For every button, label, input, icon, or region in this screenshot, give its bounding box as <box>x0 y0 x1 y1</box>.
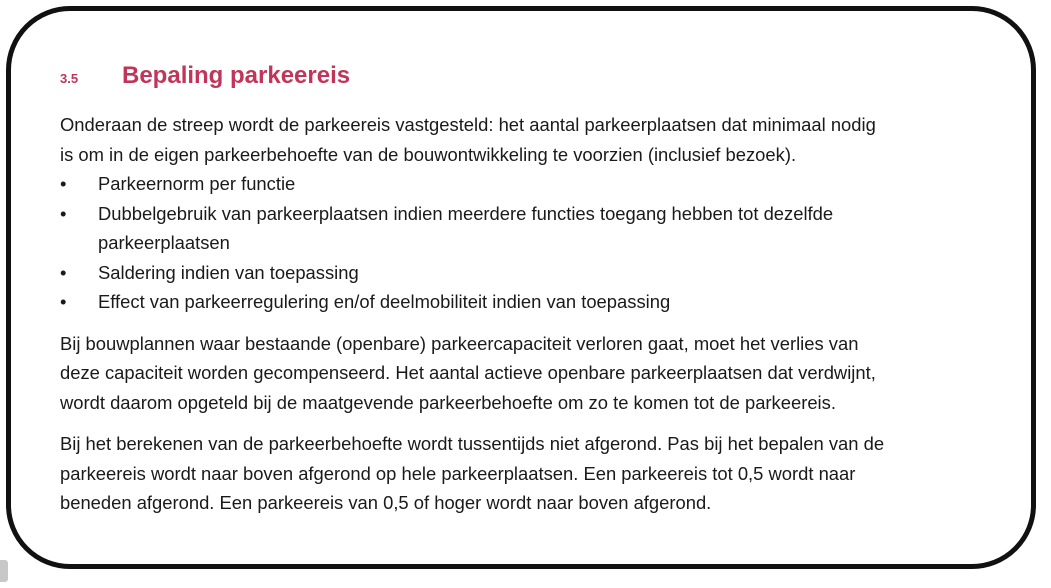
section-title: Bepaling parkeereis <box>122 62 351 89</box>
section-number: 3.5 <box>60 71 79 86</box>
bullet-text-continuation: parkeerplaatsen <box>98 232 230 253</box>
section-body <box>60 110 1020 518</box>
bullet-dot: • <box>60 202 67 224</box>
paragraph-line: wordt daarom opgeteld bij de maatgevende parkeerbehoefte om zo te komen tot de parkeereis. <box>60 391 836 413</box>
paragraph-line: beneden afgerond. Een parkeereis van 0,5 of hoger wordt naar boven afgerond. <box>60 492 712 513</box>
bullet-text: Parkeernorm per functie <box>98 173 296 194</box>
paragraph-line: deze capaciteit worden gecompenseerd. Het aantal actieve openbare parkeerplaatsen dat verdwijnt, <box>60 362 876 383</box>
bullet-text: Effect van parkeerregulering en/of deelmobiliteit indien van toepassing <box>98 291 671 312</box>
paragraph-line: Bij het berekenen van de parkeerbehoefte wordt tussentijds niet afgerond. Pas bij het bepalen van de <box>60 433 885 454</box>
bullet-item <box>60 258 1020 288</box>
bullet-list <box>60 169 1020 317</box>
paragraph-line: parkeereis wordt naar boven afgerond op hele parkeerplaatsen. Een parkeereis tot 0,5 wordt naar <box>60 462 856 484</box>
bullet-dot: • <box>60 261 67 283</box>
bullet-text: Saldering indien van toepassing <box>98 261 359 283</box>
intro-line: Onderaan de streep wordt de parkeereis vastgesteld: het aantal parkeerplaatsen dat minimaal nodig <box>60 114 876 135</box>
paragraph-spacer <box>60 417 1020 429</box>
bullet-text: Dubbelgebruik van parkeerplaatsen indien meerdere functies toegang hebben tot dezelfde <box>98 202 834 224</box>
intro-line: is om in de eigen parkeerbehoefte van de bouwontwikkeling te voorzien (inclusief bezoek). <box>60 143 797 165</box>
section-heading <box>60 62 350 90</box>
bullet-dot: • <box>60 291 67 312</box>
bullet-item <box>60 199 1020 258</box>
paragraph-spacer <box>60 317 1020 329</box>
page-edge-tab <box>0 560 8 582</box>
bullet-item <box>60 287 1020 317</box>
bullet-item <box>60 169 1020 199</box>
bullet-dot: • <box>60 173 67 194</box>
paragraph-line: Bij bouwplannen waar bestaande (openbare) parkeercapaciteit verloren gaat, moet het verlies van <box>60 332 859 354</box>
